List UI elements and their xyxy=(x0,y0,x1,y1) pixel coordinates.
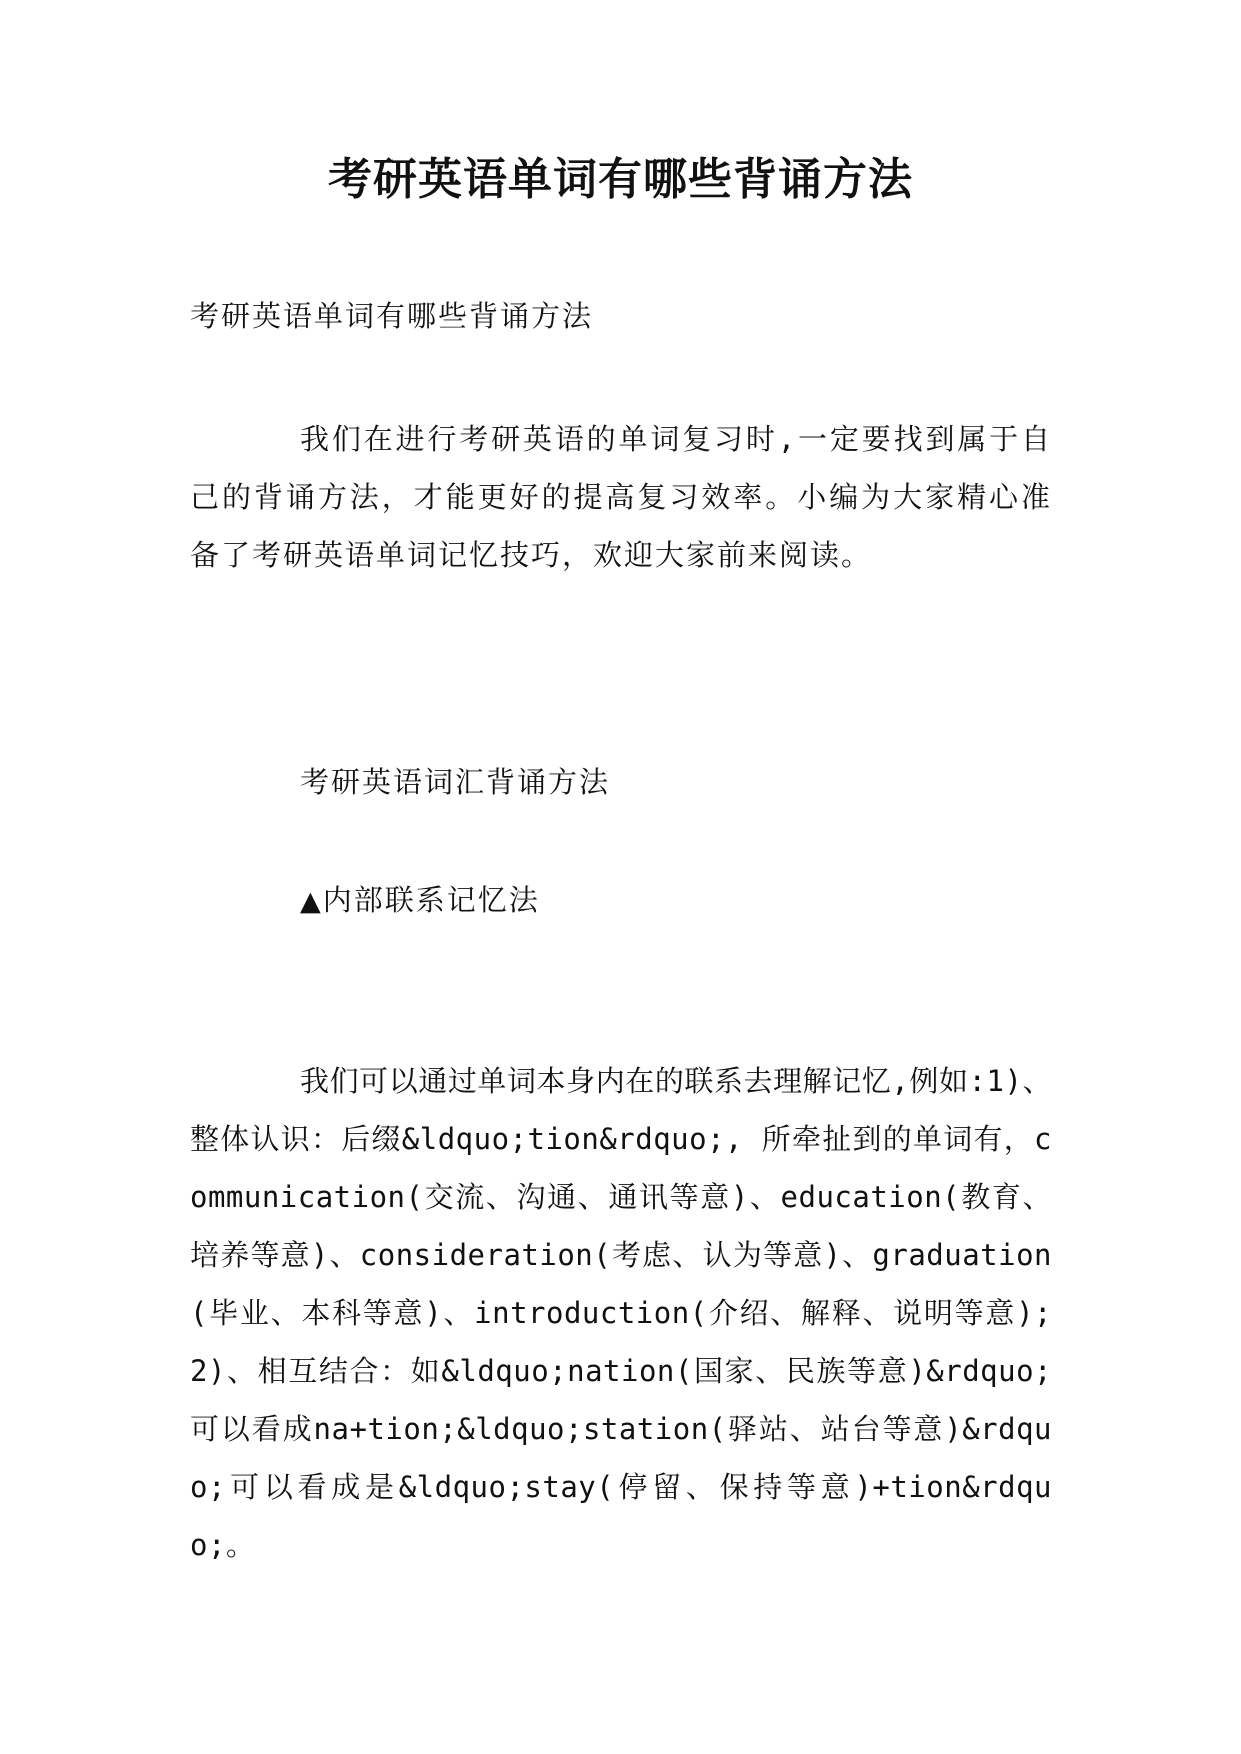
document-title: 考研英语单词有哪些背诵方法 xyxy=(328,154,913,205)
document-subtitle: 考研英语单词有哪些背诵方法 xyxy=(190,299,594,333)
intro-paragraph: 我们在进行考研英语的单词复习时,一定要找到属于自己的背诵方法，才能更好的提高复习效率。小编为大家精心准备了考研英语单词记忆技巧，欢迎大家前来阅读。 xyxy=(190,422,1052,572)
subsection-heading xyxy=(300,880,540,922)
body-paragraph: 我们可以通过单词本身内在的联系去理解记忆,例如:1)、整体认识：后缀&ldquo;tion&rdquo;, 所牵扯到的单词有，communication(交流、沟通、通讯等意)、education(教育、培养等意)、consideration(考虑、认为等意)、graduation(毕业、本科等意)、introduction(介绍、解释、说明等意);2)、相互结合：如&ldquo;nation(国家、民族等意)&rdquo;可以看成na+tion;&ldquo;station(驿站、站台等意)&rdquo;可以看成是&ldquo;stay(停留、保持等意)+tion&rdquo;。 xyxy=(190,1064,1052,1562)
subsection-heading-text: 内部联系记忆法 xyxy=(322,883,540,917)
section-heading: 考研英语词汇背诵方法 xyxy=(300,765,611,799)
triangle-bullet-icon: ▲ xyxy=(300,886,323,917)
